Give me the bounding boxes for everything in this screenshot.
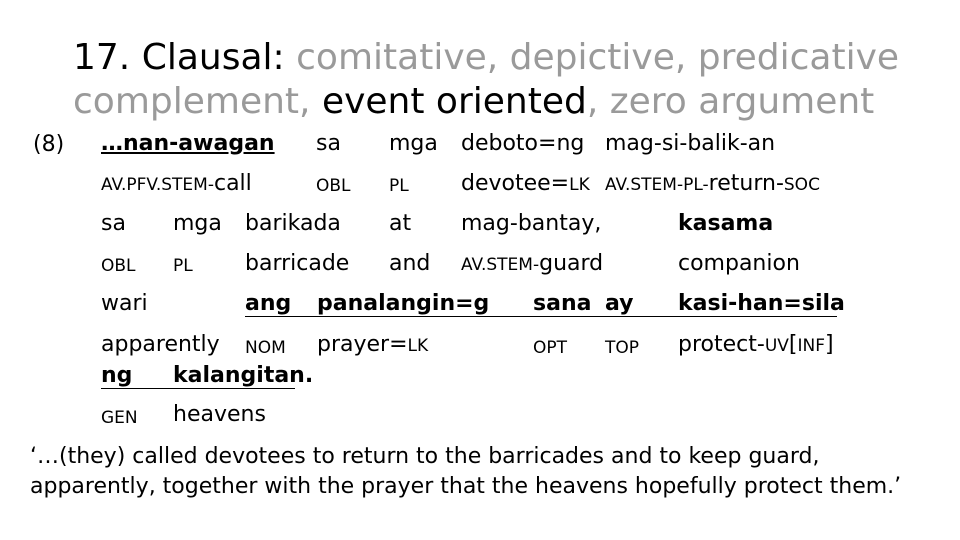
word: panalangin=g <box>317 291 490 316</box>
underline-rule <box>245 316 837 317</box>
title-item-highlight: event oriented <box>321 81 587 122</box>
word: wari <box>101 291 148 316</box>
gloss: and <box>389 251 431 276</box>
gloss: OBL <box>101 256 136 276</box>
slide-title <box>73 36 943 124</box>
example-number: (8) <box>33 132 65 157</box>
gloss: AV.STEM-guard <box>461 251 604 276</box>
word: ang <box>245 291 292 316</box>
word: kalangitan. <box>173 363 314 388</box>
gloss: protect-UV[INF] <box>678 332 834 357</box>
word: ay <box>605 291 634 316</box>
word: kasama <box>678 211 774 236</box>
gloss: PL <box>389 176 409 196</box>
gloss: OBL <box>316 176 351 196</box>
title-item-1: comitative, depictive, predicative <box>296 37 900 78</box>
title-number: 17. <box>73 37 131 78</box>
gloss: apparently <box>101 332 220 357</box>
word: sa <box>316 131 341 156</box>
word: sa <box>101 211 126 236</box>
word: mga <box>173 211 222 236</box>
gloss: PL <box>173 256 193 276</box>
gloss: OPT <box>533 338 568 358</box>
gloss: AV.PFV.STEM-call <box>101 171 252 196</box>
free-translation: ‘…(they) called devotees to return to the barricades and to keep guard, apparently, together with the prayer that the heavens hopefully protect them.’ <box>30 444 902 499</box>
word: mga <box>389 131 438 156</box>
gloss: heavens <box>173 402 266 427</box>
title-line-1 <box>73 36 943 80</box>
gloss: devotee=LK <box>461 171 590 196</box>
gloss: GEN <box>101 408 138 428</box>
word: barikada <box>245 211 341 236</box>
word: …nan-awagan <box>101 131 275 156</box>
title-item-1-cont: complement, <box>73 81 311 122</box>
gloss: NOM <box>245 338 286 358</box>
gloss: AV.STEM-PL-return-SOC <box>605 171 820 196</box>
word: kasi-han=sila <box>678 291 845 316</box>
underline-rule <box>101 388 295 389</box>
title-line-2 <box>73 80 943 124</box>
gloss: prayer=LK <box>317 332 429 357</box>
title-label: Clausal: <box>141 37 285 78</box>
gloss: barricade <box>245 251 350 276</box>
gloss: companion <box>678 251 800 276</box>
gloss: TOP <box>605 338 640 358</box>
word: mag-si-balik-an <box>605 131 776 156</box>
word: sana <box>533 291 592 316</box>
word: at <box>389 211 412 236</box>
word: ng <box>101 363 133 388</box>
word: mag-bantay, <box>461 211 602 236</box>
word: deboto=ng <box>461 131 585 156</box>
title-item-3: , zero argument <box>586 81 875 122</box>
